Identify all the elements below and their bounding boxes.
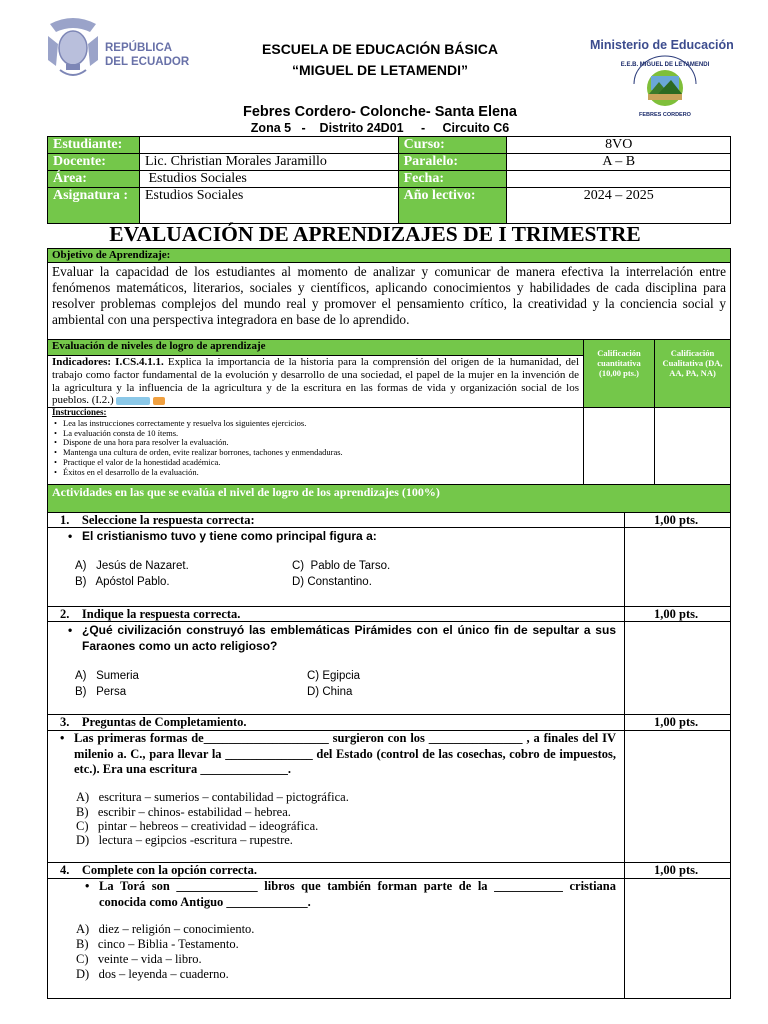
instruction-item: • Practique el valor de la honestidad académica.	[54, 458, 579, 468]
ministry-logo-text: Ministerio de Educación	[590, 38, 734, 52]
question-4-option-c[interactable]: C) veinte – vida – libro.	[76, 952, 202, 966]
instruction-item: • La evaluación consta de 10 ítems.	[54, 429, 579, 439]
area-label: Área:	[48, 171, 140, 188]
cc-nc-icon	[153, 397, 165, 405]
instruction-item: • Lea las instrucciones correctamente y resuelva los siguientes ejercicios.	[54, 419, 579, 429]
question-4-prompt: • La Torá son _____________ libros que también forman parte de la ___________ cristiana conocida como Antiguo _____________.	[99, 879, 616, 910]
instructions-label: Instrucciones:	[52, 407, 107, 417]
question-4-option-b[interactable]: B) cinco – Biblia - Testamento.	[76, 937, 239, 951]
course-value: 8VO	[507, 137, 731, 154]
school-name-line1: ESCUELA DE EDUCACIÓN BÁSICA	[262, 41, 498, 57]
question-4-option-d[interactable]: D) dos – leyenda – cuaderno.	[76, 967, 229, 981]
teacher-value: Lic. Christian Morales Jaramillo	[139, 154, 398, 171]
indicator-label: Indicadores: I.CS.4.1.1.	[52, 356, 164, 368]
question-3-option-c[interactable]: C) pintar – hebreos – creatividad – ideográfica.	[76, 819, 319, 833]
divider	[654, 340, 655, 484]
evaluation-title: EVALUACIÓN DE APRENDIZAJES DE I TRIMESTRE	[109, 222, 641, 246]
objective-label: Objetivo de Aprendizaje:	[52, 249, 171, 261]
question-3-option-d[interactable]: D) lectura – egipcios -escritura – rupestre.	[76, 833, 293, 847]
school-seal	[620, 54, 710, 120]
question-3-option-a[interactable]: A) escritura – sumerios – contabilidad – pictográfica.	[76, 790, 349, 804]
question-3-title: 3. Preguntas de Completamiento.	[60, 715, 247, 729]
school-name-line2: “MIGUEL DE LETAMENDI”	[291, 62, 469, 78]
indicator-text: Explica la importancia de la historia para la comprensión del origen de la humanidad, del trabajo como factor fundamental de la evolución y desarrollo de una sociedad, el papel de la mujer en la invención de la agricultura y la influencia de la agricultura y de la escritura en las formas de vida y organización social de los pueblos. (I.2.)	[52, 356, 579, 407]
question-2-prompt: • ¿Qué civilización construyó las emblemáticas Pirámides con el único fin de sepultar a sus Faraones como un acto religioso?	[82, 623, 616, 654]
svg-text:E.E.B. MIGUEL DE LETAMENDI: E.E.B. MIGUEL DE LETAMENDI	[620, 62, 710, 68]
svg-text:FEBRES CORDERO: FEBRES CORDERO	[639, 112, 691, 118]
ecuador-coat-of-arms	[44, 14, 102, 80]
parallel-value: A – B	[507, 154, 731, 171]
question-2-points: 1,00 pts.	[654, 607, 699, 621]
question-2-option-a[interactable]: A) Sumeria	[75, 670, 139, 682]
parallel-label: Paralelo:	[398, 154, 507, 171]
question-3-points: 1,00 pts.	[654, 715, 699, 729]
zone-district-circuit: Zona 5 - Distrito 24D01 - Circuito C6	[250, 121, 510, 135]
indicator-block	[52, 356, 579, 407]
divider	[624, 513, 625, 998]
date-label: Fecha:	[398, 171, 507, 188]
question-4-points: 1,00 pts.	[654, 863, 699, 877]
question-1-points: 1,00 pts.	[654, 513, 699, 527]
question-1-option-c[interactable]: C) Pablo de Tarso.	[292, 560, 391, 572]
question-4-option-a[interactable]: A) diez – religión – conocimiento.	[76, 922, 255, 936]
question-1-prompt: • El cristianismo tuvo y tiene como principal figura a:	[82, 529, 377, 543]
question-3-prompt: • Las primeras formas de____________________ surgieron con los _______________ , a finales del IV milenio a. C., para llevar la ______________ del Estado (control de las cosechas, cobro de impuestos, etc.). Era una escritura ______________.	[74, 731, 616, 778]
question-1-option-b[interactable]: B) Apóstol Pablo.	[75, 576, 170, 588]
qual-label: Calificación Cualitativa (DA, AA, PA, NA)	[662, 348, 723, 378]
instructions-list	[54, 419, 579, 477]
area-value: Estudios Sociales	[139, 171, 398, 188]
instruction-item: • Éxitos en el desarrollo de la evaluación.	[54, 468, 579, 478]
question-1-option-d[interactable]: D) Constantino.	[292, 576, 372, 588]
subject-value: Estudios Sociales	[139, 188, 398, 224]
student-field[interactable]	[139, 137, 398, 154]
quant-label: Calificación cuantitativa (10,00 pts.)	[597, 348, 641, 378]
course-label: Curso:	[398, 137, 507, 154]
subject-label: Asignatura :	[48, 188, 140, 224]
year-value: 2024 – 2025	[507, 188, 731, 224]
republic-logo-text: REPÚBLICA DEL ECUADOR	[105, 42, 190, 68]
question-3-option-b[interactable]: B) escribir – chinos- estabilidad – hebrea.	[76, 805, 291, 819]
year-label: Año lectivo:	[398, 188, 507, 224]
levels-label: Evaluación de niveles de logro de aprendizaje	[52, 340, 266, 352]
divider	[583, 340, 584, 484]
date-field[interactable]	[507, 171, 731, 188]
question-2-title: 2. Indique la respuesta correcta.	[60, 607, 241, 621]
school-location: Febres Cordero- Colonche- Santa Elena	[243, 104, 517, 120]
student-info-table	[47, 136, 731, 224]
question-2-option-b[interactable]: B) Persa	[75, 686, 127, 698]
question-4-title: 4. Complete con la opción correcta.	[60, 863, 257, 877]
teacher-label: Docente:	[48, 154, 140, 171]
question-2-option-c[interactable]: C) Egipcia	[307, 670, 361, 682]
instruction-item: • Dispone de una hora para resolver la evaluación.	[54, 438, 579, 448]
activities-label: Actividades en las que se evalúa el nivel de logro de los aprendizajes (100%)	[52, 485, 440, 499]
question-2-option-d[interactable]: D) China	[307, 686, 353, 698]
objective-text: Evaluar la capacidad de los estudiantes al momento de analizar y comunicar de manera efectiva la interrelación entre fenómenos matemáticos, literarios, sociales y científicos, aplicando conocimientos y habilidades de cada disciplina para resolver problemas complejos del mundo real y promover el pensamiento crítico, la creatividad y la conciencia social y ambiental con una perspectiva integradora en base de lo aprendido.	[52, 264, 726, 327]
student-label: Estudiante:	[48, 137, 140, 154]
cc-license-icon	[116, 397, 150, 405]
question-1-option-a[interactable]: A) Jesús de Nazaret.	[75, 560, 189, 572]
instruction-item: • Mantenga una cultura de orden, evite realizar borrones, tachones y enmendaduras.	[54, 448, 579, 458]
question-1-title: 1. Seleccione la respuesta correcta:	[60, 513, 255, 527]
